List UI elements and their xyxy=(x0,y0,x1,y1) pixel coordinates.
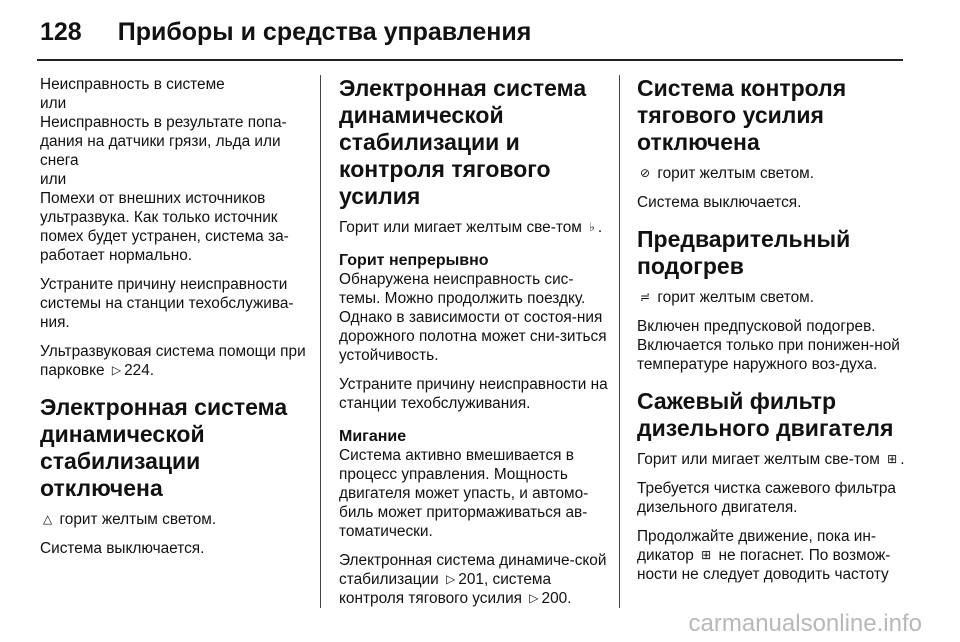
subheading: Горит непрерывно xyxy=(339,252,489,269)
page-header xyxy=(40,10,531,54)
column-middle xyxy=(339,75,611,618)
section-heading: Система контроля тягового усилия отключена xyxy=(637,75,847,155)
reference-arrow-icon: ▷ xyxy=(529,591,539,605)
paragraph-text: не погаснет. По возмож-ности не следует доводить частоту xyxy=(637,547,891,583)
paragraph: Система активно вмешивается в процесс управления. Мощность двигателя может упасть, и автомо-биль может притормаживаться ав-томатически. xyxy=(339,447,589,540)
paragraph: Требуется чистка сажевого фильтра дизельного двигателя. xyxy=(637,480,896,516)
paragraph: Горит или мигает желтым све-том ⊞ . xyxy=(637,451,905,468)
subheading: Мигание xyxy=(339,428,407,445)
diesel-particulate-filter-icon: ⊞ xyxy=(887,452,898,466)
column-divider xyxy=(320,75,321,608)
column-left xyxy=(40,75,310,568)
paragraph-text: Горит или мигает желтым све-том xyxy=(637,451,880,468)
paragraph xyxy=(637,288,909,307)
paragraph-text: горит желтым светом. xyxy=(59,511,217,528)
glow-plug-icon: ≓ xyxy=(640,290,651,304)
reference-arrow-icon: ▷ xyxy=(446,572,456,586)
paragraph: Включен предпусковой подогрев. Включается только при понижен-ной температуре наружного воз-духа. xyxy=(637,318,900,373)
section-heading: Предварительный подогрев xyxy=(637,226,851,279)
esc-warning-icon: ♭ xyxy=(589,220,595,234)
page-reference[interactable]: 200. xyxy=(541,590,572,607)
paragraph: или xyxy=(40,95,67,112)
watermark: carmanualsonline.info xyxy=(688,610,922,637)
paragraph-text: Продолжайте движение, пока ин-дикатор xyxy=(637,528,877,564)
paragraph: Система выключается. xyxy=(40,540,205,557)
paragraph: Горит или мигает желтым све-том ♭ . xyxy=(339,219,603,236)
paragraph-text: горит желтым светом. xyxy=(657,165,814,182)
paragraph: Обнаружена неисправность сис-темы. Можно продолжить поездку. Однако в зависимости от состоя-ния дорожного полотна может сни-зиться устойчивость. xyxy=(339,271,607,364)
section-heading: Электронная система динамической стабилизации отключена xyxy=(40,394,288,501)
paragraph: или xyxy=(40,171,67,188)
page-number: 128 xyxy=(40,17,82,46)
reference-arrow-icon: ▷ xyxy=(111,363,122,377)
page-title: Приборы и средства управления xyxy=(117,17,532,46)
paragraph: Устраните причину неисправности на станции техобслуживания. xyxy=(339,376,608,412)
column-divider xyxy=(619,75,620,608)
paragraph xyxy=(40,510,310,529)
paragraph-text: горит желтым светом. xyxy=(657,289,815,306)
section-heading: Сажевый фильтр дизельного двигателя xyxy=(637,388,894,441)
page-reference[interactable]: 201 xyxy=(458,571,484,588)
paragraph-text: Горит или мигает желтым све-том xyxy=(339,219,582,236)
traction-control-off-icon: ⊘ xyxy=(640,166,651,180)
paragraph xyxy=(637,164,909,183)
paragraph-text: Электронная система динамиче-ской стабилизации xyxy=(339,552,607,588)
paragraph-text: , система контроля тягового усилия xyxy=(339,571,552,607)
header-rule xyxy=(37,59,903,61)
diesel-particulate-filter-icon: ⊞ xyxy=(701,548,712,562)
paragraph-text: Ультразвуковая система помощи при парковке xyxy=(40,343,306,379)
section-heading: Электронная система динамической стабилизации и контроля тягового усилия xyxy=(339,75,587,209)
paragraph xyxy=(339,551,611,608)
paragraph: Система выключается. xyxy=(637,194,802,211)
paragraph xyxy=(40,342,310,380)
paragraph: Неисправность в результате попа-дания на датчики грязи, льда или снега xyxy=(40,114,287,169)
page-reference[interactable]: 224. xyxy=(124,362,155,379)
paragraph xyxy=(637,527,909,584)
column-right xyxy=(637,75,909,594)
paragraph: Неисправность в системе xyxy=(40,76,225,93)
esc-off-icon: △ xyxy=(43,512,53,526)
paragraph: Помехи от внешних источников ультразвука. Как только источник помех будет устранен, система за-работает нормально. xyxy=(40,190,289,264)
paragraph: Устраните причину неисправности системы на станции техобслужива-ния. xyxy=(40,276,294,331)
